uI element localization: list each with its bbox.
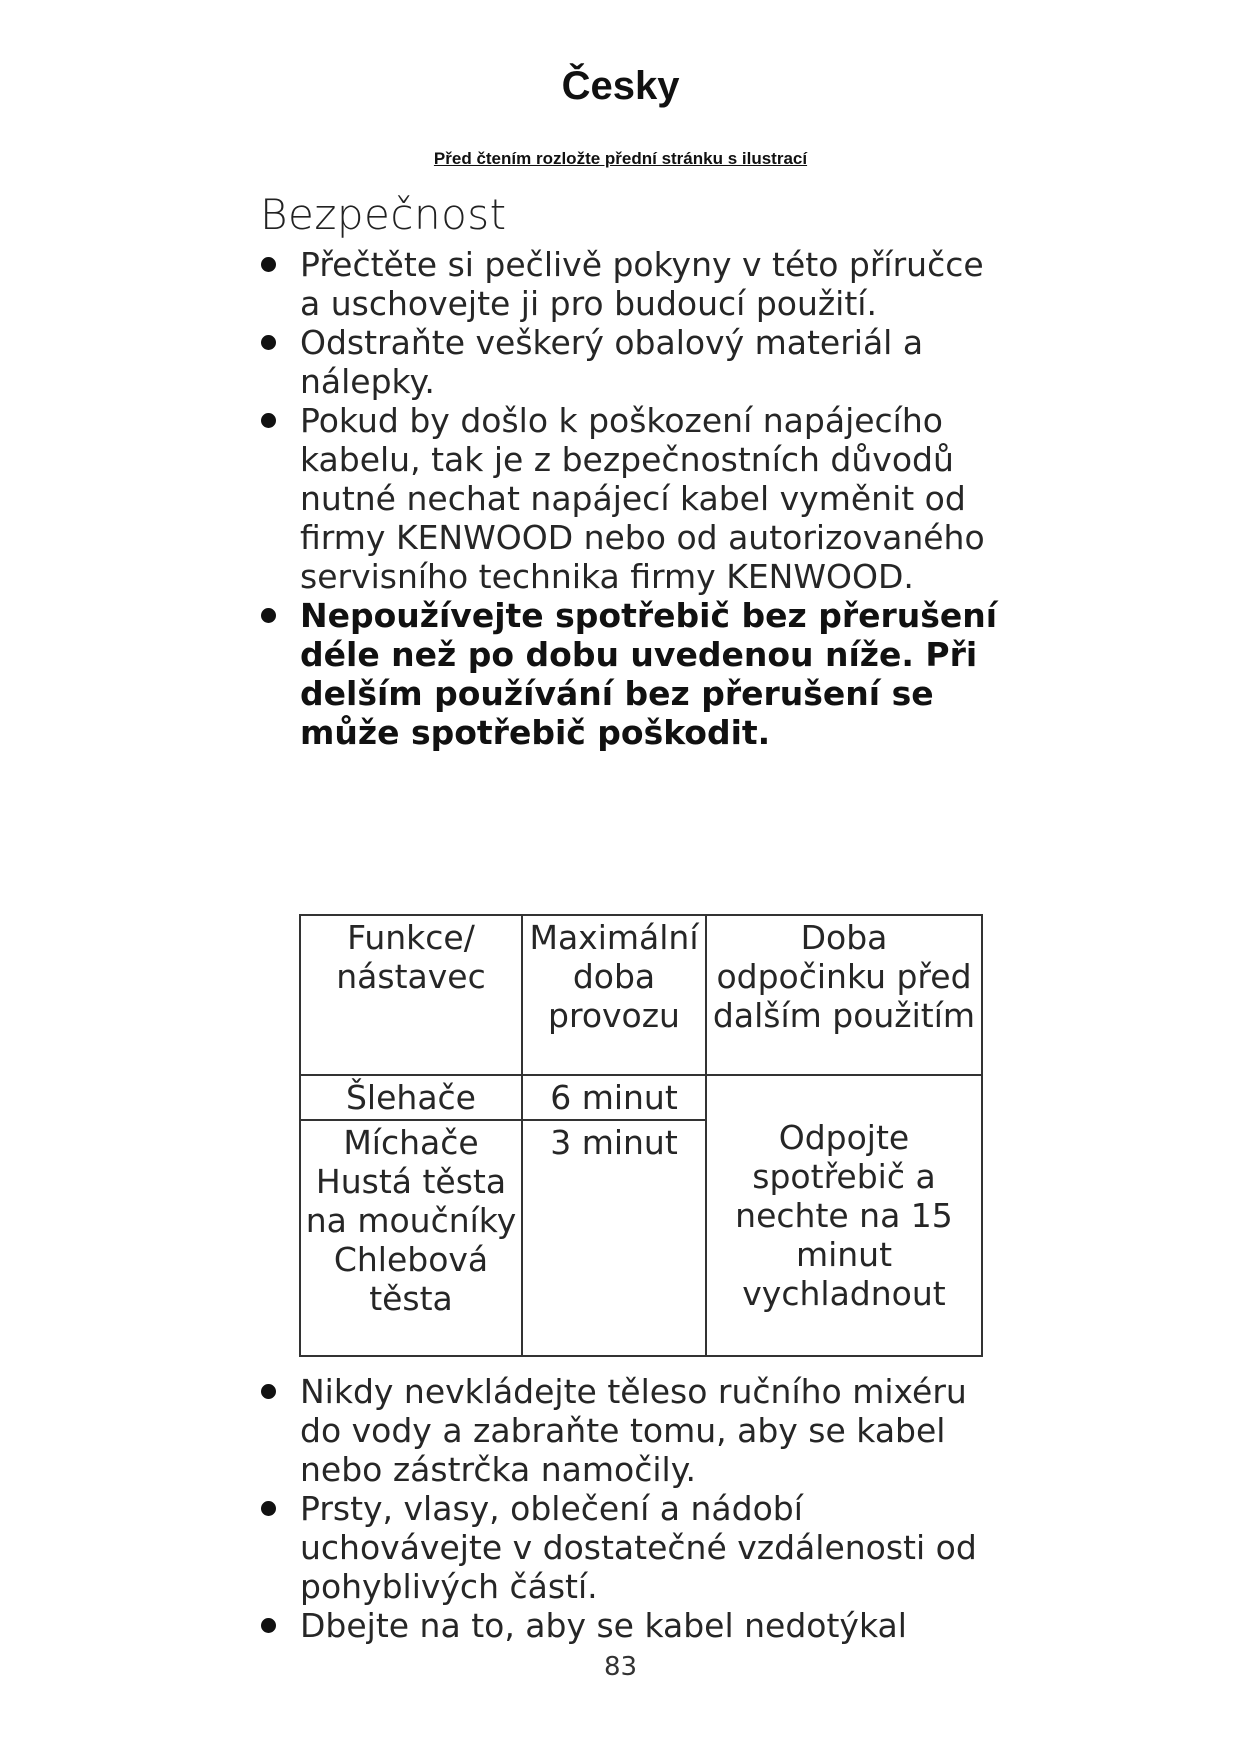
list-item-text: Nepoužívejte spotřebič bez přerušení déle než po dobu uvedenou níže. Při delším používání bez přerušení se může spotřebič poškodit.: [300, 596, 998, 752]
safety-list-bottom: [258, 1372, 998, 1645]
table-header-rest-time: Doba odpočinku před dalším použitím: [706, 915, 982, 1075]
safety-list-top: [258, 245, 998, 752]
table-cell-rest: Odpojte spotřebič a nechte na 15 minut vychladnout: [706, 1075, 982, 1356]
bullet-icon: [261, 1618, 276, 1633]
list-item-text: Přečtěte si pečlivě pokyny v této příručce a uschovejte ji pro budoucí použití.: [300, 245, 984, 323]
list-item-text: Pokud by došlo k poškození napájecího kabelu, tak je z bezpečnostních důvodů nutné nechat napájecí kabel vyměnit od firmy KENWOOD nebo od autorizovaného servisního technika firmy KENWOOD.: [300, 401, 985, 596]
language-title: Česky: [561, 64, 680, 108]
list-item: [258, 1606, 998, 1645]
table-cell-time: 3 minut: [522, 1120, 706, 1356]
list-item: [258, 1372, 998, 1489]
list-item-text: Prsty, vlasy, oblečení a nádobí uchovávejte v dostatečné vzdálenosti od pohyblivých částí.: [300, 1489, 977, 1606]
bullet-icon: [261, 257, 276, 272]
table-cell-attachment: Míchače Hustá těsta na moučníky Chlebová těsta: [300, 1120, 522, 1356]
section-title: Bezpečnost: [260, 190, 507, 239]
list-item: [258, 1489, 998, 1606]
list-item-warning: [258, 596, 998, 752]
table-header-max-time: Maximální doba provozu: [522, 915, 706, 1075]
bullet-icon: [261, 608, 276, 623]
list-item: [258, 323, 998, 401]
operating-time-table: [299, 914, 983, 1357]
page-number: 83: [603, 1652, 638, 1682]
bullet-icon: [261, 413, 276, 428]
fold-out-instruction: Před čtením rozložte přední stránku s ilustrací: [433, 149, 808, 168]
table-header-attachment: Funkce/ nástavec: [300, 915, 522, 1075]
list-item: [258, 245, 998, 323]
bullet-icon: [261, 335, 276, 350]
list-item: [258, 401, 998, 596]
list-item-text: Nikdy nevkládejte těleso ručního mixéru do vody a zabraňte tomu, aby se kabel nebo zástrčka namočily.: [300, 1372, 967, 1489]
table-row: [300, 1075, 982, 1120]
list-item-text: Dbejte na to, aby se kabel nedotýkal: [300, 1606, 907, 1645]
list-item-text: Odstraňte veškerý obalový materiál a nálepky.: [300, 323, 924, 401]
bullet-icon: [261, 1501, 276, 1516]
table-cell-attachment: Šlehače: [300, 1075, 522, 1120]
table-cell-time: 6 minut: [522, 1075, 706, 1120]
bullet-icon: [261, 1384, 276, 1399]
